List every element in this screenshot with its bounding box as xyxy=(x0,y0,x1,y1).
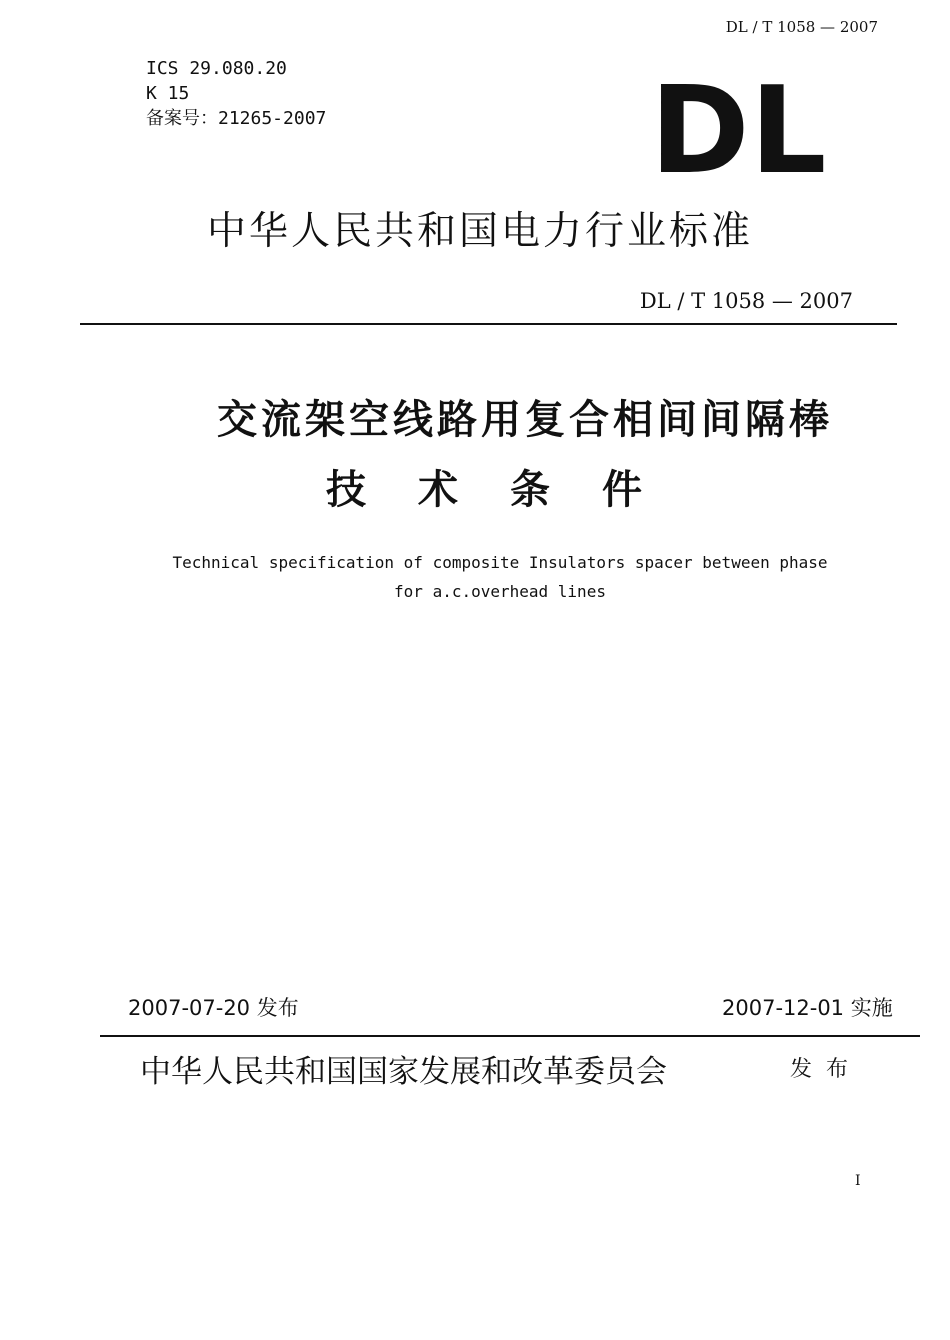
title-en-line1: Technical specification of composite Insulators spacer between phase xyxy=(172,553,828,572)
bottom-divider xyxy=(100,1035,920,1037)
filing-number: 备案号：21265-2007 xyxy=(146,108,327,129)
header-code: DL / T 1058 — 2007 xyxy=(725,18,878,36)
title-cn-line2: 技术条件 xyxy=(326,467,694,513)
ics-code: ICS 29.080.20 xyxy=(146,58,287,79)
title-en-line2: for a.c.overhead lines xyxy=(394,582,606,601)
ccs-code: K 15 xyxy=(146,83,190,104)
title-cn-line1: 交流架空线路用复合相间间隔棒 xyxy=(217,397,833,443)
logo-letter-l: L xyxy=(750,62,827,201)
industry-title: 中华人民共和国电力行业标准 xyxy=(206,209,753,254)
effective-date: 2007-12-01 实施 xyxy=(722,996,893,1020)
dl-logo xyxy=(650,62,850,201)
standard-number: DL / T 1058 — 2007 xyxy=(639,289,853,313)
publisher-name: 中华人民共和国国家发展和改革委员会 xyxy=(140,1054,667,1090)
page-number: I xyxy=(855,1173,861,1189)
logo-letter-d: D xyxy=(650,62,750,201)
publish-action: 发布 xyxy=(790,1057,863,1082)
top-divider xyxy=(80,323,897,325)
issue-date: 2007-07-20 发布 xyxy=(128,996,299,1020)
